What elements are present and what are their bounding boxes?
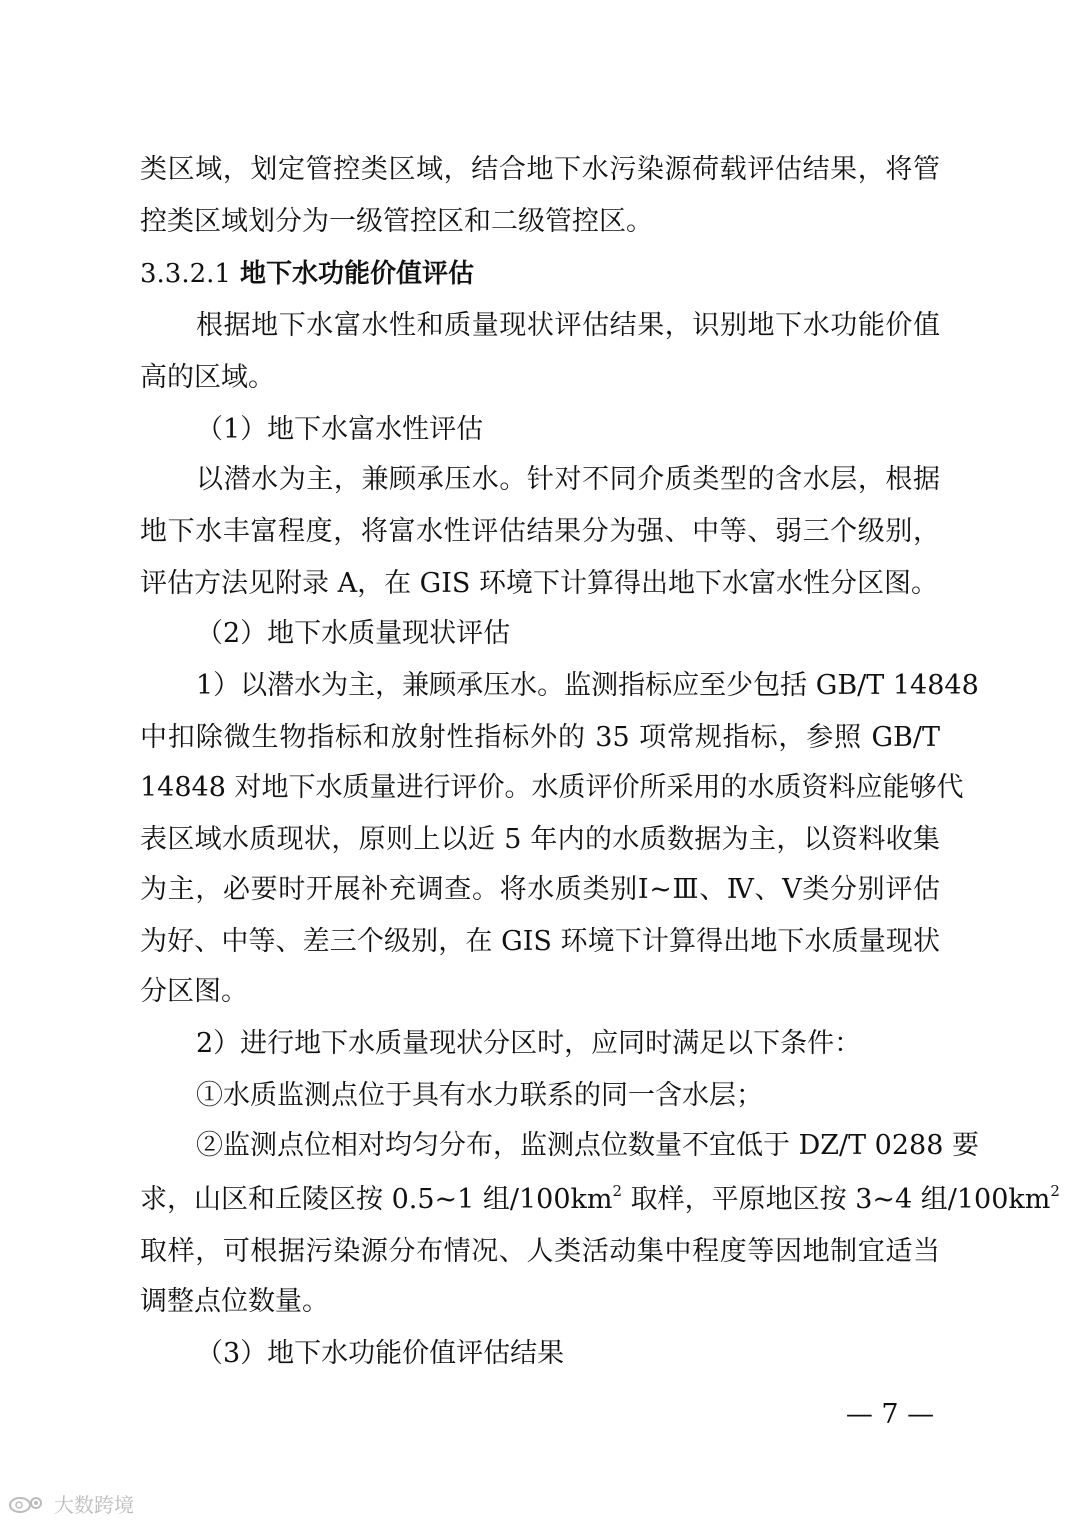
section-title: 地下水功能价值评估 xyxy=(240,259,475,289)
weibo-logo-icon xyxy=(8,1491,48,1515)
paragraph-line: 为好、中等、差三个级别，在 GIS 环境下计算得出地下水质量现状 xyxy=(140,926,940,957)
paragraph-line: 中扣除微生物指标和放射性指标外的 35 项常规指标，参照 GB/T xyxy=(140,722,940,753)
section-number: 3.3.2.1 xyxy=(140,259,231,289)
watermark-text: 大数跨境 xyxy=(54,1492,134,1517)
paragraph-line: 表区域水质现状，原则上以近 5 年内的水质数据为主，以资料收集 xyxy=(140,824,940,855)
watermark xyxy=(8,1488,134,1518)
paragraph-line: 以潜水为主，兼顾承压水。针对不同介质类型的含水层，根据 xyxy=(196,464,940,495)
paragraph-line: ①水质监测点位于具有水力联系的同一含水层； xyxy=(196,1080,763,1111)
superscript: 2 xyxy=(1050,1182,1060,1200)
paragraph-line: 分区图。 xyxy=(140,976,248,1007)
paragraph-line: 调整点位数量。 xyxy=(140,1286,329,1317)
subsection-heading: （3）地下水功能价值评估结果 xyxy=(196,1338,565,1369)
paragraph-line: 类区域，划定管控类区域，结合地下水污染源荷载评估结果，将管 xyxy=(140,154,940,185)
paragraph-line: 地下水丰富程度，将富水性评估结果分为强、中等、弱三个级别， xyxy=(140,516,940,547)
sup-line-text-2: 取样，平原地区按 3~4 组/100km xyxy=(622,1184,1051,1215)
paragraph-line: ②监测点位相对均匀分布，监测点位数量不宜低于 DZ/T 0288 要 xyxy=(196,1130,979,1161)
superscript: 2 xyxy=(612,1182,623,1200)
page-number: — 7 — xyxy=(845,1399,935,1430)
paragraph-line-with-superscript xyxy=(140,1180,1060,1220)
paragraph-line: 为主，必要时开展补充调查。将水质类别Ⅰ~Ⅲ、Ⅳ、Ⅴ类分别评估 xyxy=(140,874,940,905)
paragraph-line: 1）以潜水为主，兼顾承压水。监测指标应至少包括 GB/T 14848 xyxy=(196,670,979,701)
section-heading xyxy=(140,254,940,294)
paragraph-line: 根据地下水富水性和质量现状评估结果，识别地下水功能价值 xyxy=(196,310,940,341)
paragraph-line: 14848 对地下水质量进行评价。水质评价所采用的水质资料应能够代 xyxy=(140,772,964,803)
paragraph-line: 高的区域。 xyxy=(140,362,275,393)
sup-line-text-1: 求，山区和丘陵区按 0.5~1 组/100km xyxy=(140,1184,613,1215)
subsection-heading: （1）地下水富水性评估 xyxy=(196,414,484,445)
paragraph-line: 控类区域划分为一级管控区和二级管控区。 xyxy=(140,206,653,237)
subsection-heading: （2）地下水质量现状评估 xyxy=(196,618,511,649)
paragraph-line: 2）进行地下水质量现状分区时，应同时满足以下条件： xyxy=(196,1028,862,1059)
paragraph-line: 取样，可根据污染源分布情况、人类活动集中程度等因地制宜适当 xyxy=(140,1236,940,1267)
paragraph-line: 评估方法见附录 A，在 GIS 环境下计算得出地下水富水性分区图。 xyxy=(140,568,938,599)
